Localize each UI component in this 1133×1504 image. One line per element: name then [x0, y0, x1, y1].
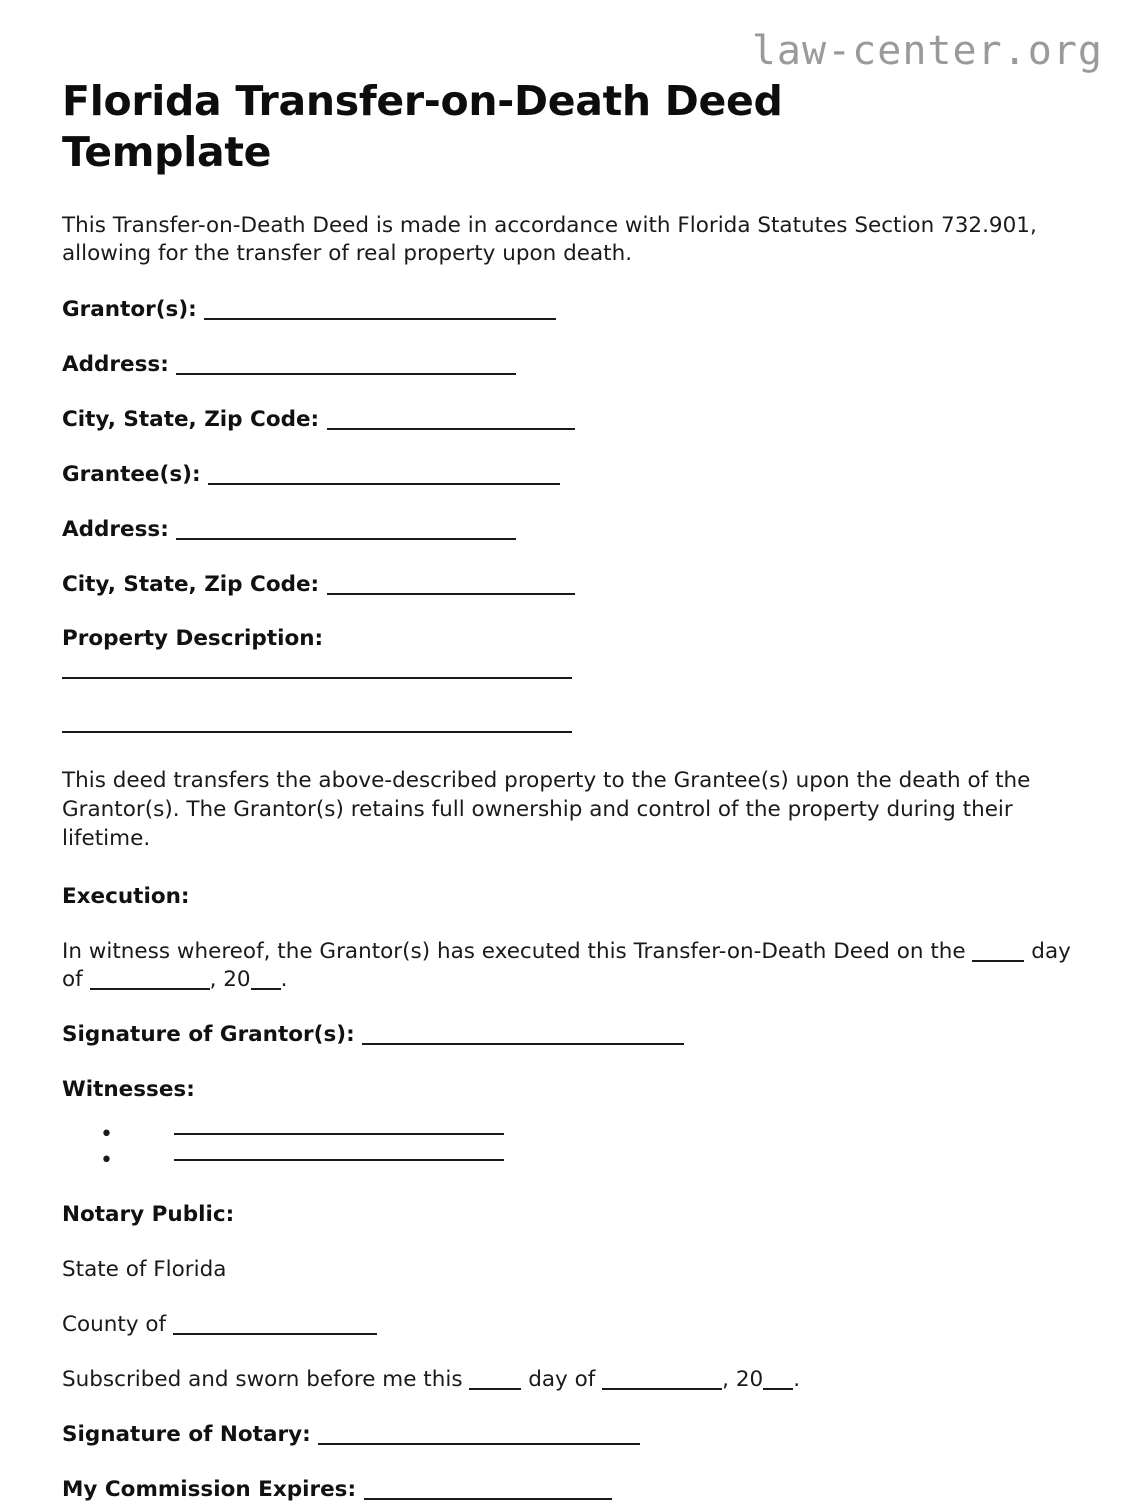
witness-list — [62, 1122, 1074, 1174]
property-description-label: Property Description: — [62, 626, 324, 652]
property-description-blanks — [62, 677, 1074, 733]
grantor-address-field — [62, 351, 1074, 379]
grantor-address-blank[interactable] — [176, 373, 516, 375]
bullet-icon: • — [100, 1121, 113, 1147]
execution-heading: Execution: — [62, 884, 190, 910]
grantor-city-state-zip-field — [62, 406, 1074, 434]
execution-clause-text-1: In witness whereof, the Grantor(s) has executed this Transfer-on-Death Deed on the — [62, 939, 966, 965]
grantee-address-label: Address: — [62, 516, 169, 542]
execution-clause-text-4: . — [280, 967, 288, 993]
signature-of-grantor-field — [62, 1021, 1074, 1049]
signature-of-notary-label: Signature of Notary: — [62, 1421, 311, 1447]
document-content — [62, 76, 1074, 1504]
notary-county-label: County of — [62, 1311, 167, 1337]
notary-county-field — [62, 1311, 1074, 1339]
grantor-city-state-zip-blank[interactable] — [327, 428, 575, 430]
signature-of-notary-blank[interactable] — [318, 1443, 640, 1445]
notary-sworn-year-blank[interactable] — [763, 1388, 793, 1390]
commission-expires-blank[interactable] — [364, 1498, 612, 1500]
grantee-address-blank[interactable] — [176, 538, 516, 540]
notary-sworn-text-4: . — [793, 1366, 801, 1392]
execution-clause-text-2: day of — [62, 939, 1071, 993]
grantee-name-blank[interactable] — [208, 483, 560, 485]
bullet-icon: • — [100, 1147, 113, 1173]
execution-month-blank[interactable] — [90, 988, 210, 990]
site-watermark: law-center.org — [751, 28, 1103, 74]
notary-sworn-text-2: day of — [528, 1366, 596, 1392]
grantee-name-field — [62, 461, 1074, 489]
list-item — [62, 1122, 1074, 1148]
notary-sworn-text-1: Subscribed and sworn before me this — [62, 1366, 463, 1392]
commission-expires-field — [62, 1476, 1074, 1504]
transfer-paragraph: This deed transfers the above-described property to the Grantee(s) upon the death of the Grantor(s). The Grantor(s) retains full ownership and control of the property during their lifetime. — [62, 768, 1031, 851]
grantee-name-label: Grantee(s): — [62, 461, 201, 487]
grantee-city-state-zip-label: City, State, Zip Code: — [62, 571, 320, 597]
grantor-name-field — [62, 296, 1074, 324]
signature-of-grantor-label: Signature of Grantor(s): — [62, 1022, 355, 1047]
notary-public-heading: Notary Public: — [62, 1201, 235, 1227]
notary-county-blank[interactable] — [173, 1333, 377, 1335]
grantor-name-blank[interactable] — [204, 318, 556, 320]
witness-blank-2[interactable] — [174, 1159, 504, 1161]
grantee-city-state-zip-field — [62, 571, 1074, 599]
property-description-blank-1[interactable] — [62, 677, 572, 679]
signature-of-notary-field — [62, 1421, 1074, 1449]
property-description-blank-2[interactable] — [62, 731, 572, 733]
execution-year-blank[interactable] — [251, 988, 281, 990]
notary-state-line: State of Florida — [62, 1256, 227, 1282]
grantee-city-state-zip-blank[interactable] — [327, 593, 575, 595]
execution-clause-text-3: , 20 — [209, 967, 251, 993]
witnesses-heading: Witnesses: — [62, 1076, 195, 1102]
notary-sworn-month-blank[interactable] — [602, 1388, 722, 1390]
list-item — [62, 1148, 1074, 1174]
grantor-name-label: Grantor(s): — [62, 296, 197, 322]
notary-sworn-day-blank[interactable] — [469, 1388, 521, 1390]
grantor-city-state-zip-label: City, State, Zip Code: — [62, 406, 320, 432]
notary-sworn-clause — [62, 1366, 1074, 1394]
execution-witness-clause — [62, 938, 1074, 994]
page-title: Florida Transfer-on-Death Deed Template — [62, 77, 783, 176]
grantee-address-field — [62, 516, 1074, 544]
grantor-address-label: Address: — [62, 351, 169, 377]
execution-day-blank[interactable] — [972, 960, 1024, 962]
notary-sworn-text-3: , 20 — [722, 1366, 764, 1392]
commission-expires-label: My Commission Expires: — [62, 1476, 357, 1502]
intro-paragraph: This Transfer-on-Death Deed is made in accordance with Florida Statutes Section 732.901, allowing for the transfer of real property upon death. — [62, 212, 1037, 267]
witness-blank-1[interactable] — [174, 1133, 504, 1135]
signature-of-grantor-blank[interactable] — [362, 1043, 684, 1045]
